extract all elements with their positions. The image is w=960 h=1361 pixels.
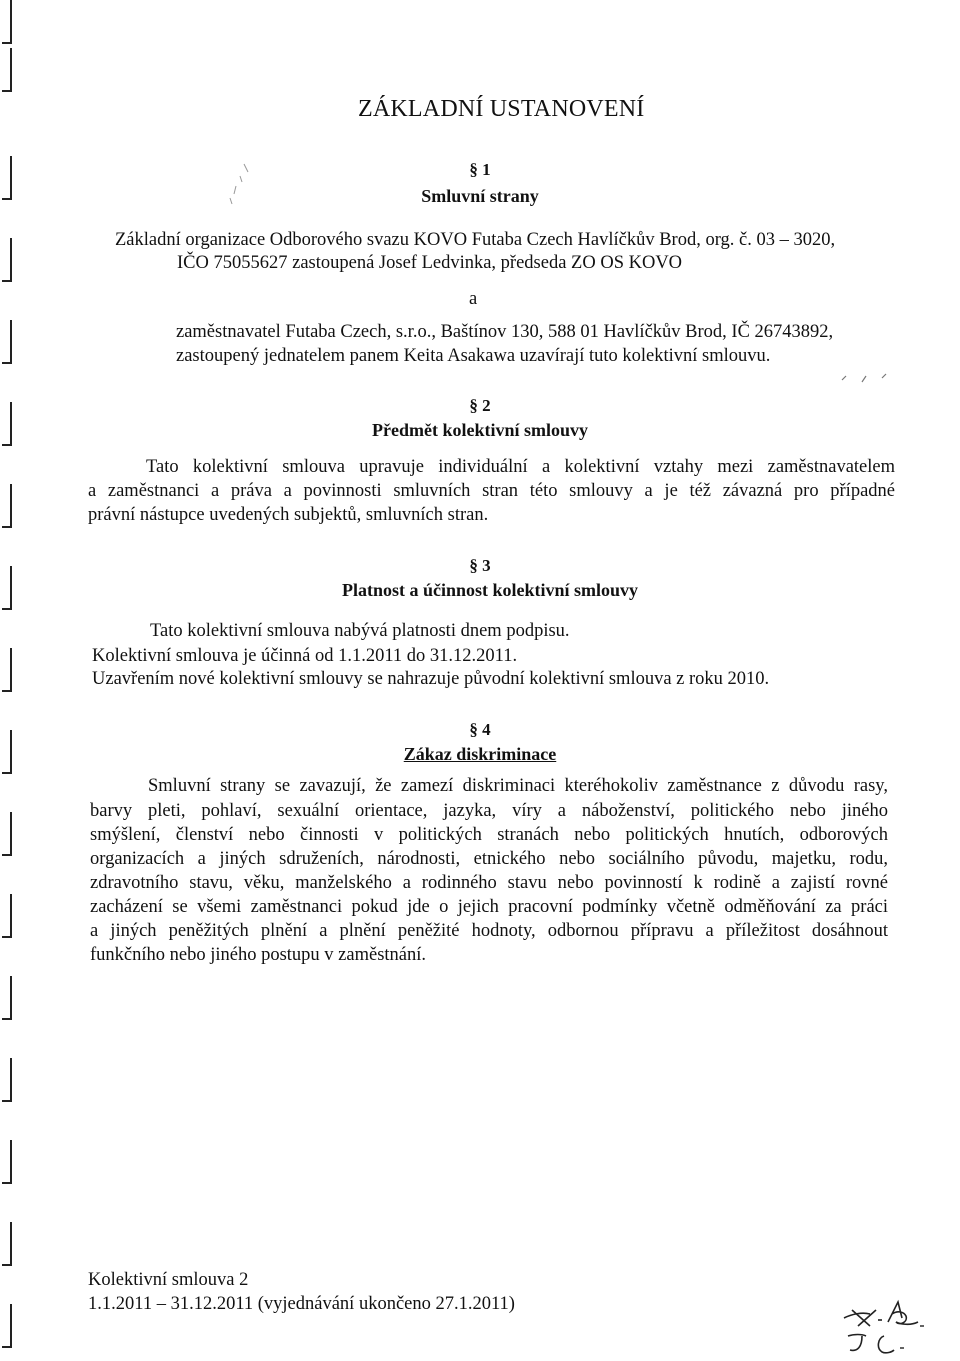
section-3-line: Kolektivní smlouva je účinná od 1.1.2011 do 31.12.2011.: [92, 646, 518, 666]
binder-mark: [0, 1304, 14, 1354]
section-4-heading: Zákaz diskriminace: [403, 744, 557, 764]
section-2-line: právní nástupce uvedených subjektů, smluvních stran.: [88, 505, 489, 525]
section-1-line: zaměstnavatel Futaba Czech, s.r.o., Baštínov 130, 588 01 Havlíčkův Brod, IČ 26743892,: [176, 322, 834, 342]
binder-mark: [0, 320, 14, 370]
binder-mark: [0, 1058, 14, 1108]
footer-period: 1.1.2011 – 31.12.2011 (vyjednávání ukončeno 27.1.2011): [88, 1294, 515, 1314]
binder-mark: [0, 48, 14, 98]
binder-mark: [0, 566, 14, 616]
binder-mark: [0, 648, 14, 698]
section-4-line: a jiných peněžitých plnění a plnění peněžité hodnoty, odbornou přípravu a příležitost dosáhnout: [90, 921, 888, 941]
page-title: ZÁKLADNÍ USTANOVENÍ: [358, 96, 645, 122]
section-4-line: zdravotního stavu, věku, manželského a rodinného stavu nebo povinností k rodině a zajistí rovné: [90, 873, 888, 893]
binder-mark: [0, 730, 14, 780]
section-4-line: organizacích a jiných sdruženích, národnosti, etnického nebo sociálního původu, majetku, rodu,: [90, 849, 888, 869]
section-1-line: zastoupený jednatelem panem Keita Asakawa uzavírají tuto kolektivní smlouvu.: [176, 346, 771, 366]
binder-mark: [0, 156, 14, 206]
section-3-number: § 3: [469, 556, 491, 575]
section-4-line: funkčního nebo jiného postupu v zaměstnání.: [90, 945, 427, 965]
binder-mark: [0, 1222, 14, 1272]
section-4-number: § 4: [469, 720, 491, 739]
section-4-line: barvy pleti, pohlaví, sexuální orientace, jazyka, víry a náboženství, politického nebo jiného: [90, 801, 888, 821]
binder-mark: [0, 0, 14, 50]
stray-mark: [222, 160, 262, 210]
section-3-line: Uzavřením nové kolektivní smlouvy se nahrazuje původní kolektivní smlouva z roku 2010.: [92, 669, 770, 689]
footer-name: Kolektivní smlouva 2: [88, 1270, 249, 1290]
binder-mark: [0, 894, 14, 944]
section-4-line: Smluvní strany se zavazují, že zamezí diskriminaci kteréhokoliv zaměstnance z důvodu rasy,: [148, 776, 888, 796]
binder-mark: [0, 1140, 14, 1190]
binder-mark: [0, 812, 14, 862]
section-1-line: IČO 75055627 zastoupená Josef Ledvinka, předseda ZO OS KOVO: [177, 253, 683, 273]
section-1-line: Základní organizace Odborového svazu KOVO Futaba Czech Havlíčkův Brod, org. č. 03 – 3020,: [115, 230, 836, 250]
binder-mark: [0, 976, 14, 1026]
binder-mark: [0, 238, 14, 288]
section-2-heading: Předmět kolektivní smlouvy: [372, 420, 588, 440]
stray-mark: [836, 368, 896, 388]
section-1-heading: Smluvní strany: [421, 186, 539, 206]
section-2-number: § 2: [469, 396, 491, 415]
section-4-line: smýšlení, členství nebo činnosti v politických stranách nebo politických hnutích, odborových: [90, 825, 888, 845]
section-2-line: Tato kolektivní smlouva upravuje individuální a kolektivní vztahy mezi zaměstnavatelem: [146, 457, 895, 477]
section-3-line: Tato kolektivní smlouva nabývá platnosti dnem podpisu.: [150, 621, 570, 641]
section-2-line: a zaměstnanci a práva a povinnosti smluvních stran této smlouvy a je též závazná pro případné: [88, 481, 895, 501]
binder-mark: [0, 402, 14, 452]
section-1-number: § 1: [469, 160, 491, 179]
section-1-line: a: [469, 289, 478, 309]
binder-mark: [0, 484, 14, 534]
signature-initials: [840, 1296, 930, 1356]
section-3-heading: Platnost a účinnost kolektivní smlouvy: [341, 580, 639, 600]
section-4-line: zacházení se všemi zaměstnanci pokud jde o jejich pracovní podmínky včetně odměňování za práci: [90, 897, 888, 917]
